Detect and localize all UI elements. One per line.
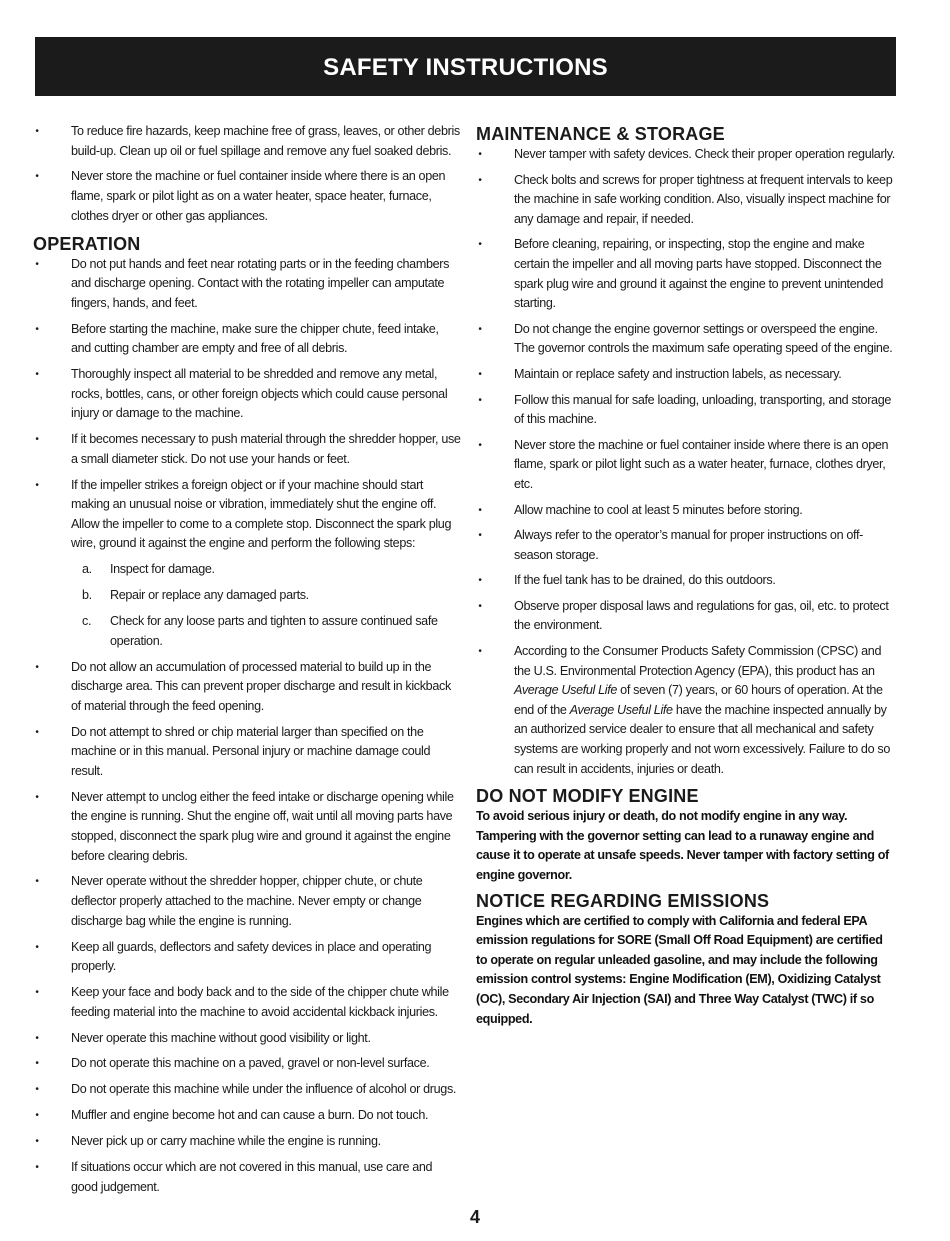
bullet-icon: • xyxy=(478,394,482,406)
engine-heading: DO NOT MODIFY ENGINE xyxy=(476,786,699,807)
bullet-icon: • xyxy=(35,1110,39,1122)
sub-step: b. Repair or replace any damaged parts. xyxy=(82,588,309,603)
bullet-icon: • xyxy=(35,1084,39,1096)
bullet-icon: • xyxy=(478,504,482,516)
list-item: • Keep your face and body back and to the side of the chipper chute while feeding material into the machine to avoid accidental kickback injuries. xyxy=(33,983,461,1022)
engine-warning-text: To avoid serious injury or death, do not modify engine in any way. Tampering with the governor setting can lead to a runaway engine and cause it to operate at unsafe speeds. Never tamper with factory setting of engine governor. xyxy=(476,809,889,882)
list-item: • Never tamper with safety devices. Check their proper operation regularly. xyxy=(476,145,896,165)
bullet-icon: • xyxy=(35,171,39,183)
intro-list xyxy=(33,122,461,226)
bullet-icon: • xyxy=(35,876,39,888)
bullet-icon: • xyxy=(35,1161,39,1173)
operation-list xyxy=(33,255,461,555)
emissions-heading: NOTICE REGARDING EMISSIONS xyxy=(476,890,770,911)
bullet-icon: • xyxy=(35,1032,39,1044)
bullet-icon: • xyxy=(35,1136,39,1148)
list-item: • If it becomes necessary to push material through the shredder hopper, use a small diameter stick. Do not use your hands or feet. xyxy=(33,430,461,469)
bullet-icon: • xyxy=(478,368,482,380)
bullet-icon: • xyxy=(478,149,482,160)
bullet-icon: • xyxy=(35,726,39,738)
bullet-icon: • xyxy=(35,791,39,803)
list-item: • Observe proper disposal laws and regulations for gas, oil, etc. to protect the environment. xyxy=(476,597,896,636)
sub-step: c. Check for any loose parts and tighten to assure continued safe operation. xyxy=(82,614,438,648)
list-item: • Do not change the engine governor settings or overspeed the engine. The governor controls the maximum safe operating speed of the engine. xyxy=(476,320,896,359)
list-item: • If the fuel tank has to be drained, do this outdoors. xyxy=(476,571,896,591)
list-item: • If situations occur which are not covered in this manual, use care and good judgement. xyxy=(33,1158,461,1197)
bullet-icon: • xyxy=(478,239,482,251)
bullet-icon: • xyxy=(35,323,39,335)
list-item: • Follow this manual for safe loading, unloading, transporting, and storage of this machine. xyxy=(476,391,896,430)
list-item: • Never store the machine or fuel container inside where there is an open flame, spark or pilot light as on a water heater, space heater, furnace, clothes dryer or other gas appliances. xyxy=(33,167,461,226)
operation-list-continued xyxy=(33,658,461,1198)
list-item: • Do not put hands and feet near rotating parts or in the feeding chambers and discharge opening. Contact with the rotating impeller can amputate fingers, hands, and feet. xyxy=(33,255,461,314)
bullet-icon: • xyxy=(35,479,39,491)
list-item: • Do not operate this machine while under the influence of alcohol or drugs. xyxy=(33,1080,461,1100)
list-item: • To reduce fire hazards, keep machine free of grass, leaves, or other debris build-up. Clean up oil or fuel spillage and remove any fuel soaked debris. xyxy=(33,122,461,161)
bullet-icon: • xyxy=(35,941,39,953)
bullet-icon: • xyxy=(478,439,482,451)
page-title-banner: SAFETY INSTRUCTIONS xyxy=(35,37,896,96)
list-item: • Always refer to the operator’s manual for proper instructions on off-season storage. xyxy=(476,526,896,565)
page-number: 4 xyxy=(469,1207,480,1227)
bullet-icon: • xyxy=(35,126,39,137)
bullet-icon: • xyxy=(478,174,482,186)
list-item: • Maintain or replace safety and instruction labels, as necessary. xyxy=(476,365,896,385)
left-column xyxy=(33,122,461,1203)
list-item: • Muffler and engine become hot and can cause a burn. Do not touch. xyxy=(33,1106,461,1126)
bullet-icon: • xyxy=(478,646,482,658)
list-item: • Never operate without the shredder hopper, chipper chute, or chute deflector properly attached to the machine. Never empty or change discharge bag while the engine is running. xyxy=(33,872,461,931)
list-item: • Thoroughly inspect all material to be shredded and remove any metal, rocks, bottles, cans, or other foreign objects which could cause personal injury or damage to the machine. xyxy=(33,365,461,424)
bullet-icon: • xyxy=(35,434,39,446)
list-item: • Do not attempt to shred or chip material larger than specified on the machine or in this manual. Personal injury or machine damage could result. xyxy=(33,723,461,782)
bullet-icon: • xyxy=(478,323,482,335)
bullet-icon: • xyxy=(35,369,39,381)
bullet-icon: • xyxy=(35,258,39,270)
bullet-icon: • xyxy=(35,1058,39,1070)
bullet-icon: • xyxy=(478,530,482,542)
bullet-icon: • xyxy=(478,600,482,612)
list-item: • Never attempt to unclog either the feed intake or discharge opening while the engine is running. Shut the engine off, wait until all moving parts have stopped, disconnect the spark plug wire and ground it against the engine before clearing debris. xyxy=(33,788,461,866)
list-item: • Never pick up or carry machine while the engine is running. xyxy=(33,1132,461,1152)
list-item: • Never store the machine or fuel container inside where there is an open flame, spark or pilot light such as a water heater, furnace, clothes dryer, etc. xyxy=(476,436,896,495)
sub-step-list xyxy=(33,560,461,651)
list-item: • Check bolts and screws for proper tightness at frequent intervals to keep the machine in safe working condition. Also, visually inspect machine for any damage and repair, if needed. xyxy=(476,171,896,230)
emissions-text: Engines which are certified to comply with California and federal EPA emission regulations for SORE (Small Off Road Equipment) are certified to operate on regular unleaded gasoline, and may include the following emission control systems: Engine Modification (EM), Oxidizing Catalyst (OC), Secondary Air Injection (SAI) and Three Way Catalyst (TWC) if so equipped. xyxy=(476,913,883,1026)
bullet-icon: • xyxy=(35,987,39,999)
list-item: • Before starting the machine, make sure the chipper chute, feed intake, and cutting chamber are empty and free of all debris. xyxy=(33,320,461,359)
list-item: • If the impeller strikes a foreign object or if your machine should start making an unusual noise or vibration, immediately shut the engine off. Allow the impeller to come to a complete stop. Disconnect the spark plug wire, ground it against the engine and perform the following steps: xyxy=(33,476,461,554)
bullet-icon: • xyxy=(478,575,482,587)
operation-heading: OPERATION xyxy=(33,233,141,254)
list-item: • Do not operate this machine on a paved, gravel or non-level surface. xyxy=(33,1054,461,1074)
list-item: • Before cleaning, repairing, or inspecting, stop the engine and make certain the impeller and all moving parts have stopped. Disconnect the spark plug wire and ground it against the engine to prevent unintended starting. xyxy=(476,235,896,313)
list-item: • Never operate this machine without good visibility or light. xyxy=(33,1029,461,1049)
sub-step: a. Inspect for damage. xyxy=(82,562,215,577)
right-column xyxy=(476,122,896,1029)
bullet-icon: • xyxy=(35,661,39,673)
list-item-cpsc: • According to the Consumer Products Safety Commission (CPSC) and the U.S. Environmental Protection Agency (EPA), this product has an Average Useful Life of seven (7) years, or 60 hours of operation. At the end of the Average Useful Life have the machine inspected annually by an authorized service dealer to ensure that all mechanical and safety systems are working properly and not worn excessively. Failure to do so can result in accidents, injuries or death. xyxy=(476,642,896,779)
list-item: • Keep all guards, deflectors and safety devices in place and operating properly. xyxy=(33,938,461,977)
list-item: • Do not allow an accumulation of processed material to build up in the discharge area. This can prevent proper discharge and result in kickback of material through the feed opening. xyxy=(33,658,461,717)
list-item: • Allow machine to cool at least 5 minutes before storing. xyxy=(476,501,896,521)
maintenance-heading: MAINTENANCE & STORAGE xyxy=(476,124,725,144)
maintenance-list xyxy=(476,145,896,779)
